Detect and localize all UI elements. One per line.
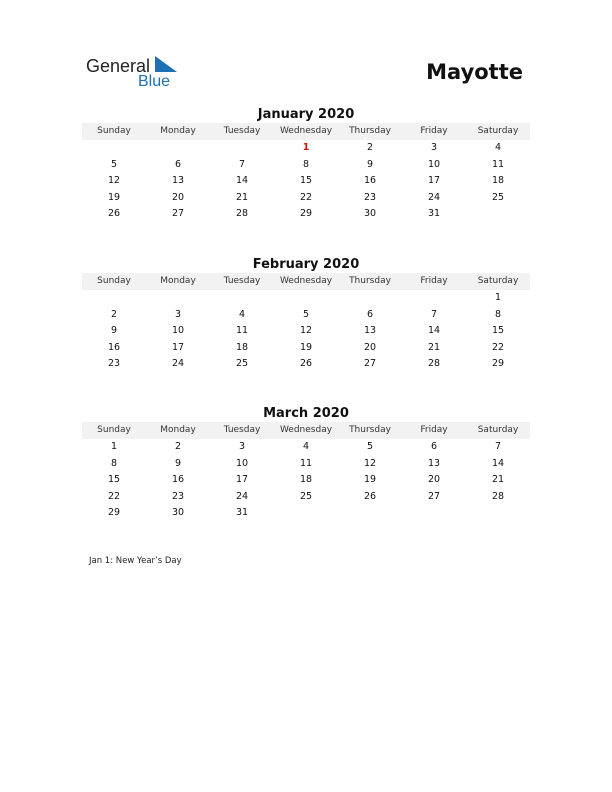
- logo-triangle-icon: [155, 56, 177, 72]
- date-cell: 24: [427, 191, 441, 203]
- date-cell: [274, 290, 338, 307]
- date-cell: 12: [107, 175, 121, 187]
- date-cell: 19: [299, 341, 313, 353]
- weekday-header-row: [82, 273, 530, 290]
- date-cell: 3: [238, 441, 246, 452]
- date-cell: 2: [174, 441, 182, 452]
- date-cell: 25: [491, 191, 505, 203]
- date-cell: 6: [174, 158, 182, 170]
- date-cell: 4: [494, 142, 502, 153]
- date-cell: 22: [491, 341, 505, 353]
- date-cell: 20: [363, 341, 377, 353]
- date-cell: 17: [235, 474, 249, 486]
- date-cell: 5: [366, 441, 374, 452]
- date-cell: 29: [491, 358, 505, 370]
- date-cell: 4: [238, 308, 246, 320]
- date-cell: 7: [430, 308, 438, 320]
- country-title: Mayotte: [426, 60, 523, 84]
- week-row: [82, 190, 530, 207]
- date-cell: 26: [363, 490, 377, 502]
- week-row: [82, 489, 530, 506]
- weekday-label: Thursday: [349, 126, 391, 136]
- date-cell: [210, 290, 274, 307]
- date-cell: 26: [107, 208, 121, 220]
- date-cell: 12: [299, 325, 313, 337]
- weekday-label: Monday: [160, 126, 196, 136]
- date-cell: 14: [235, 175, 249, 187]
- date-cell: 15: [491, 325, 505, 337]
- week-row: [82, 173, 530, 190]
- week-row: [82, 323, 530, 340]
- date-cell: [82, 140, 146, 157]
- date-cell: [82, 290, 146, 307]
- date-cell: 9: [366, 158, 374, 170]
- date-cell: 21: [427, 341, 441, 353]
- weekday-label: Wednesday: [279, 126, 333, 136]
- date-cell: 21: [491, 474, 505, 486]
- date-cell: 31: [235, 507, 249, 519]
- week-row: [82, 505, 530, 522]
- week-row: [82, 340, 530, 357]
- weekday-label: Sunday: [97, 425, 131, 435]
- weekday-header-row: [82, 123, 530, 140]
- date-cell: [402, 505, 466, 522]
- date-cell: 24: [235, 490, 249, 502]
- date-cell: 28: [427, 358, 441, 370]
- date-cell: 21: [235, 191, 249, 203]
- date-cell: 1: [110, 441, 118, 452]
- date-cell: 8: [494, 308, 502, 320]
- holiday-date-cell: 1: [302, 142, 310, 153]
- date-cell: 27: [427, 490, 441, 502]
- date-cell: 11: [491, 158, 505, 170]
- weekday-label: Tuesday: [223, 425, 261, 435]
- date-cell: 18: [299, 474, 313, 486]
- date-cell: [466, 206, 530, 223]
- date-cell: 7: [238, 158, 246, 170]
- date-cell: 6: [430, 441, 438, 452]
- month-calendar: [82, 106, 530, 223]
- weekday-label: Friday: [420, 276, 448, 286]
- date-cell: 2: [110, 308, 118, 320]
- week-row: [82, 356, 530, 373]
- weekday-label: Friday: [420, 126, 448, 136]
- weekday-label: Thursday: [349, 276, 391, 286]
- week-row: [82, 206, 530, 223]
- date-cell: 11: [235, 325, 249, 337]
- date-cell: 25: [299, 490, 313, 502]
- date-cell: 30: [363, 208, 377, 220]
- weekday-label: Monday: [160, 276, 196, 286]
- date-cell: 13: [427, 457, 441, 469]
- date-cell: 8: [110, 457, 118, 469]
- weekday-label: Tuesday: [223, 276, 261, 286]
- date-cell: 24: [171, 358, 185, 370]
- date-cell: 9: [110, 325, 118, 337]
- month-calendar: [82, 256, 530, 373]
- month-title: January 2020: [257, 107, 355, 122]
- date-cell: 3: [430, 142, 438, 153]
- date-cell: 20: [427, 474, 441, 486]
- date-cell: 29: [299, 208, 313, 220]
- date-cell: 27: [171, 208, 185, 220]
- date-cell: 28: [491, 490, 505, 502]
- month-title: February 2020: [252, 257, 360, 272]
- week-row: [82, 439, 530, 456]
- holiday-note: Jan 1: New Year’s Day: [89, 556, 182, 566]
- date-cell: 3: [174, 308, 182, 320]
- date-cell: 28: [235, 208, 249, 220]
- date-cell: 23: [363, 191, 377, 203]
- week-row: [82, 290, 530, 307]
- week-row: [82, 472, 530, 489]
- date-cell: 5: [302, 308, 310, 320]
- date-cell: [338, 505, 402, 522]
- date-cell: 2: [366, 142, 374, 153]
- date-cell: 9: [174, 457, 182, 469]
- week-row: [82, 157, 530, 174]
- date-cell: 14: [491, 457, 505, 469]
- date-cell: 31: [427, 208, 441, 220]
- date-cell: 13: [363, 325, 377, 337]
- date-cell: [402, 290, 466, 307]
- date-cell: 7: [494, 441, 502, 452]
- date-cell: [210, 140, 274, 157]
- date-cell: 30: [171, 507, 185, 519]
- weekday-label: Wednesday: [279, 276, 333, 286]
- date-cell: 13: [171, 175, 185, 187]
- weekday-label: Saturday: [477, 425, 519, 435]
- date-cell: 5: [110, 158, 118, 170]
- date-cell: 1: [494, 292, 502, 303]
- date-cell: 16: [107, 341, 121, 353]
- weekday-label: Saturday: [477, 276, 519, 286]
- logo-blue-text: Blue: [138, 73, 171, 90]
- date-cell: 16: [171, 474, 185, 486]
- weekday-label: Thursday: [349, 425, 391, 435]
- date-cell: 19: [107, 191, 121, 203]
- weekday-label: Monday: [160, 425, 196, 435]
- date-cell: 20: [171, 191, 185, 203]
- date-cell: [338, 290, 402, 307]
- date-cell: 19: [363, 474, 377, 486]
- date-cell: 10: [235, 457, 249, 469]
- weekday-header-row: [82, 422, 530, 439]
- date-cell: 22: [299, 191, 313, 203]
- date-cell: 18: [235, 341, 249, 353]
- weekday-label: Wednesday: [279, 425, 333, 435]
- month-title: March 2020: [263, 406, 349, 421]
- week-row: [82, 456, 530, 473]
- weekday-label: Friday: [420, 425, 448, 435]
- week-row: [82, 307, 530, 324]
- date-cell: 15: [107, 474, 121, 486]
- date-cell: 8: [302, 158, 310, 170]
- date-cell: 10: [171, 325, 185, 337]
- date-cell: 23: [171, 490, 185, 502]
- date-cell: 11: [299, 457, 313, 469]
- date-cell: 14: [427, 325, 441, 337]
- date-cell: 15: [299, 175, 313, 187]
- date-cell: 27: [363, 358, 377, 370]
- date-cell: 23: [107, 358, 121, 370]
- date-cell: 10: [427, 158, 441, 170]
- date-cell: 18: [491, 175, 505, 187]
- weekday-label: Tuesday: [223, 126, 261, 136]
- date-cell: 26: [299, 358, 313, 370]
- date-cell: 6: [366, 308, 374, 320]
- logo-general-text: General: [86, 56, 151, 76]
- brand-logo: [86, 54, 196, 94]
- week-row: [82, 140, 530, 157]
- month-calendar: [82, 405, 530, 522]
- date-cell: 4: [302, 441, 310, 452]
- date-cell: [274, 505, 338, 522]
- date-cell: 16: [363, 175, 377, 187]
- date-cell: 17: [427, 175, 441, 187]
- date-cell: [466, 505, 530, 522]
- date-cell: 22: [107, 490, 121, 502]
- date-cell: 12: [363, 457, 377, 469]
- weekday-label: Sunday: [97, 126, 131, 136]
- holiday-notes: [89, 556, 182, 566]
- date-cell: 17: [171, 341, 185, 353]
- weekday-label: Sunday: [97, 276, 131, 286]
- date-cell: 29: [107, 507, 121, 519]
- weekday-label: Saturday: [477, 126, 519, 136]
- date-cell: [146, 290, 210, 307]
- date-cell: [146, 140, 210, 157]
- date-cell: 25: [235, 358, 249, 370]
